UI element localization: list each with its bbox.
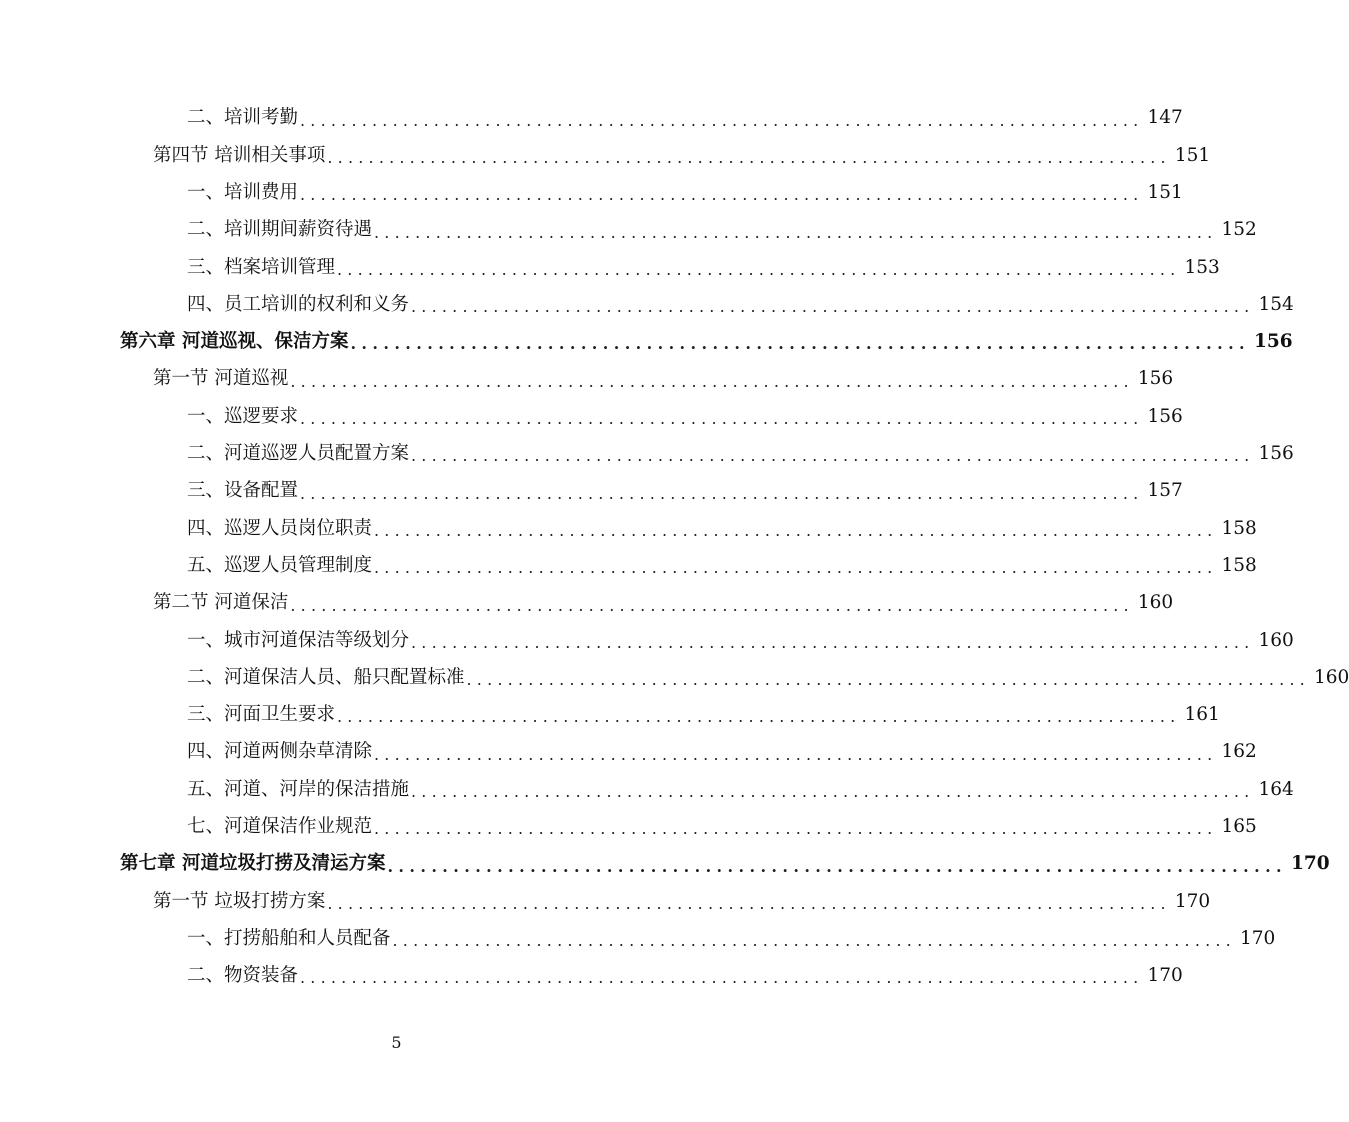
toc-entry-page: 153: [1184, 256, 1220, 278]
toc-entry-title: 四、巡逻人员岗位职责: [187, 517, 373, 539]
table-of-contents: [0, 100, 1349, 995]
toc-entry-page: 160: [1137, 592, 1174, 614]
toc-entry-page: 154: [1258, 293, 1294, 315]
toc-entry-page: 158: [1221, 554, 1257, 576]
toc-entry-page: 156: [1254, 331, 1293, 353]
toc-entry-page: 158: [1221, 517, 1257, 539]
toc-entry[interactable]: [0, 734, 1257, 771]
toc-entry-title: 三、设备配置: [187, 480, 299, 502]
dot-leader: ..................................................................................: [337, 259, 1181, 279]
toc-entry-title: 二、河道巡逻人员配置方案: [187, 443, 410, 465]
toc-chapter-entry[interactable]: [0, 846, 1330, 883]
toc-entry-title: 五、河道、河岸的保洁措施: [187, 778, 410, 800]
toc-entry-page: 152: [1221, 219, 1257, 241]
toc-entry-page: 160: [1258, 629, 1294, 651]
toc-entry[interactable]: [0, 286, 1294, 323]
dot-leader: ..................................................................................: [290, 595, 1134, 615]
toc-entry[interactable]: [0, 883, 1211, 920]
toc-entry-title: 第四节 培训相关事项: [153, 144, 326, 166]
toc-entry[interactable]: [0, 809, 1257, 846]
toc-entry-title: 一、巡逻要求: [187, 405, 299, 427]
dot-leader: ..................................................................................: [411, 781, 1255, 801]
toc-entry-title: 五、巡逻人员管理制度: [187, 554, 373, 576]
toc-entry-page: 165: [1221, 816, 1257, 838]
dot-leader: ..................................................................................: [374, 819, 1218, 839]
toc-entry-page: 170: [1147, 965, 1183, 987]
dot-leader: ..................................................................................: [374, 520, 1218, 540]
toc-entry[interactable]: [0, 212, 1257, 249]
toc-entry-page: 156: [1258, 443, 1294, 465]
toc-entry[interactable]: [0, 249, 1220, 286]
toc-entry[interactable]: [0, 771, 1294, 808]
toc-entry-title: 二、河道保洁人员、船只配置标准: [187, 666, 465, 688]
toc-entry[interactable]: [0, 436, 1294, 473]
toc-entry-title: 一、城市河道保洁等级划分: [187, 629, 410, 651]
toc-entry-title: 第一节 河道巡视: [153, 368, 289, 390]
dot-leader: ..................................................................................: [300, 185, 1144, 205]
toc-entry-title: 四、河道两侧杂草清除: [187, 741, 373, 763]
toc-entry-title: 三、河面卫生要求: [187, 704, 336, 726]
toc-entry[interactable]: [0, 137, 1211, 174]
dot-leader: ..................................................................................: [300, 110, 1144, 130]
toc-entry[interactable]: [0, 100, 1183, 137]
dot-leader: ..................................................................................: [411, 446, 1255, 466]
toc-entry-title: 第七章 河道垃圾打捞及清运方案: [120, 853, 386, 875]
toc-entry-title: 二、培训考勤: [187, 107, 299, 129]
toc-entry-title: 一、打捞船舶和人员配备: [187, 927, 391, 949]
toc-entry-page: 156: [1147, 405, 1183, 427]
page-number: 5: [391, 1033, 402, 1052]
toc-entry-page: 170: [1239, 927, 1276, 949]
toc-entry-title: 四、员工培训的权利和义务: [187, 293, 410, 315]
toc-entry[interactable]: [0, 548, 1257, 585]
dot-leader: ..................................................................................: [350, 334, 1251, 354]
toc-chapter-entry[interactable]: [0, 324, 1293, 361]
dot-leader: ..................................................................................: [374, 744, 1218, 764]
toc-entry[interactable]: [0, 659, 1349, 696]
toc-entry-page: 160: [1313, 666, 1349, 688]
dot-leader: ..................................................................................: [411, 632, 1255, 652]
dot-leader: ..................................................................................: [337, 707, 1181, 727]
dot-leader: ..................................................................................: [387, 856, 1288, 876]
toc-entry[interactable]: [0, 697, 1220, 734]
toc-entry-page: 170: [1291, 853, 1330, 875]
toc-entry-title: 一、培训费用: [187, 181, 299, 203]
toc-entry-title: 三、档案培训管理: [187, 256, 336, 278]
toc-entry-title: 第一节 垃圾打捞方案: [153, 890, 326, 912]
dot-leader: ..................................................................................: [411, 297, 1255, 317]
toc-entry-title: 第六章 河道巡视、保洁方案: [120, 331, 349, 353]
toc-entry[interactable]: [0, 398, 1183, 435]
toc-entry-page: 161: [1184, 704, 1220, 726]
toc-entry-title: 二、培训期间薪资待遇: [187, 219, 373, 241]
toc-entry-title: 七、河道保洁作业规范: [187, 816, 373, 838]
dot-leader: ..................................................................................: [374, 222, 1218, 242]
toc-entry[interactable]: [0, 585, 1174, 622]
toc-entry-page: 162: [1221, 741, 1257, 763]
toc-entry[interactable]: [0, 175, 1183, 212]
toc-entry[interactable]: [0, 510, 1257, 547]
toc-entry-page: 164: [1258, 778, 1294, 800]
toc-entry[interactable]: [0, 921, 1276, 958]
toc-entry[interactable]: [0, 361, 1174, 398]
dot-leader: ..................................................................................: [374, 558, 1218, 578]
dot-leader: ..................................................................................: [466, 670, 1310, 690]
toc-entry[interactable]: [0, 958, 1183, 995]
toc-entry-page: 147: [1147, 107, 1183, 129]
dot-leader: ..................................................................................: [300, 409, 1144, 429]
dot-leader: ..................................................................................: [327, 893, 1171, 913]
dot-leader: ..................................................................................: [327, 147, 1171, 167]
toc-entry-page: 151: [1174, 144, 1211, 166]
toc-entry[interactable]: [0, 622, 1294, 659]
toc-entry-title: 二、物资装备: [187, 965, 299, 987]
toc-entry-page: 151: [1147, 181, 1183, 203]
dot-leader: ..................................................................................: [300, 968, 1144, 988]
dot-leader: ..................................................................................: [290, 371, 1134, 391]
dot-leader: ..................................................................................: [392, 931, 1236, 951]
toc-entry-page: 157: [1147, 480, 1183, 502]
dot-leader: ..................................................................................: [300, 483, 1144, 503]
toc-entry-page: 156: [1137, 368, 1174, 390]
toc-entry-page: 170: [1174, 890, 1211, 912]
toc-entry[interactable]: [0, 473, 1183, 510]
toc-entry-title: 第二节 河道保洁: [153, 592, 289, 614]
